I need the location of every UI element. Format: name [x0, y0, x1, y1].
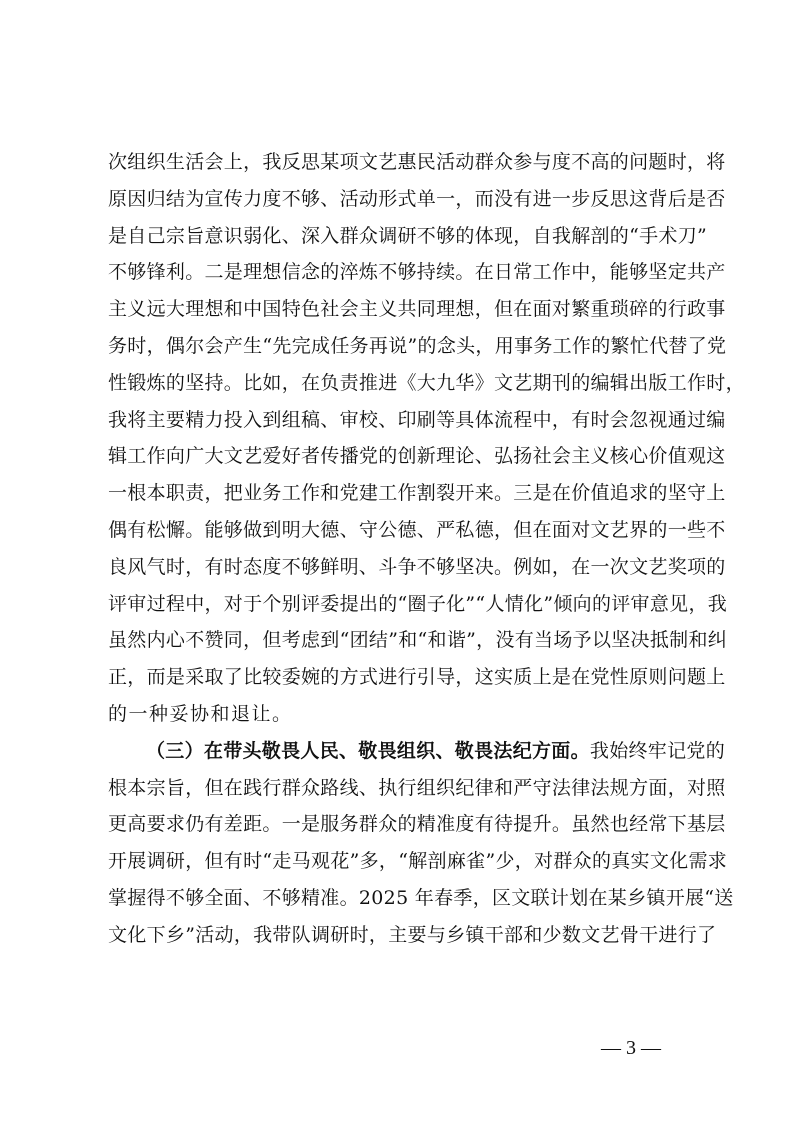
text-line: 文化下乡”活动，我带队调研时，主要与乡镇干部和少数文艺骨干进行了 — [108, 923, 717, 946]
text-line: 评审过程中，对于个别评委提出的“圈子化”“人情化”倾向的评审意见，我 — [108, 592, 728, 615]
page-number: — 3 — — [601, 1037, 661, 1059]
text-line: 正，而是采取了比较委婉的方式进行引导，这实质上是在党性原则问题上 — [108, 666, 726, 689]
text-line: 是自己宗旨意识弱化、深入群众调研不够的体现，自我解剖的“手术刀” — [108, 224, 708, 247]
text-line: 一根本职责，把业务工作和党建工作割裂开来。三是在价值追求的坚守上 — [108, 482, 726, 505]
text-line: 辑工作向广大文艺爱好者传播党的创新理论、弘扬社会主义核心价值观这 — [108, 445, 726, 468]
text-line: 原因归结为宣传力度不够、活动形式单一，而没有进一步反思这背后是否 — [108, 187, 726, 210]
text-line: 更高要求仍有差距。一是服务群众的精准度有待提升。虽然也经常下基层 — [108, 813, 726, 836]
text-line: 我将主要精力投入到组稿、审校、印刷等具体流程中，有时会忽视通过编 — [108, 408, 726, 431]
body-text — [108, 150, 745, 960]
section-three-heading: （三）在带头敬畏人民、敬畏组织、敬畏法纪方面。 — [146, 739, 590, 762]
text-line: 次组织生活会上，我反思某项文艺惠民活动群众参与度不高的问题时，将 — [108, 151, 726, 173]
text-line: 性锻炼的坚持。比如，在负责推进《大九华》文艺期刊的编辑出版工作时， — [108, 371, 745, 394]
text-line: 良风气时，有时态度不够鲜明、斗争不够坚决。例如，在一次文艺奖项的 — [108, 555, 726, 578]
text-line: 掌握得不够全面、不够精准。2025 年春季，区文联计划在某乡镇开展“送 — [108, 886, 734, 909]
text-line: 虽然内心不赞同，但考虑到“团结”和“和谐”，没有当场予以坚决抵制和纠 — [108, 629, 728, 652]
text-line: 偶有松懈。能够做到明大德、守公德、严私德，但在面对文艺界的一些不 — [108, 518, 726, 541]
section-three-first-line — [108, 739, 726, 776]
text-line: 主义远大理想和中国特色社会主义共同理想，但在面对繁重琐碎的行政事 — [108, 298, 726, 321]
text-line: 务时，偶尔会产生“先完成任务再说”的念头，用事务工作的繁忙代替了党 — [108, 334, 727, 357]
text-line: 根本宗旨，但在践行群众路线、执行组织纪律和严守法律法规方面，对照 — [108, 776, 726, 799]
text-line: 不够锋利。二是理想信念的淬炼不够持续。在日常工作中，能够坚定共产 — [108, 261, 726, 284]
text-line: 开展调研，但有时“走马观花”多，“解剖麻雀”少，对群众的真实文化需求 — [108, 850, 728, 873]
section-three-first-line-text: 我始终牢记党的 — [589, 739, 726, 762]
text-line: 的一种妥协和退让。 — [108, 702, 293, 725]
